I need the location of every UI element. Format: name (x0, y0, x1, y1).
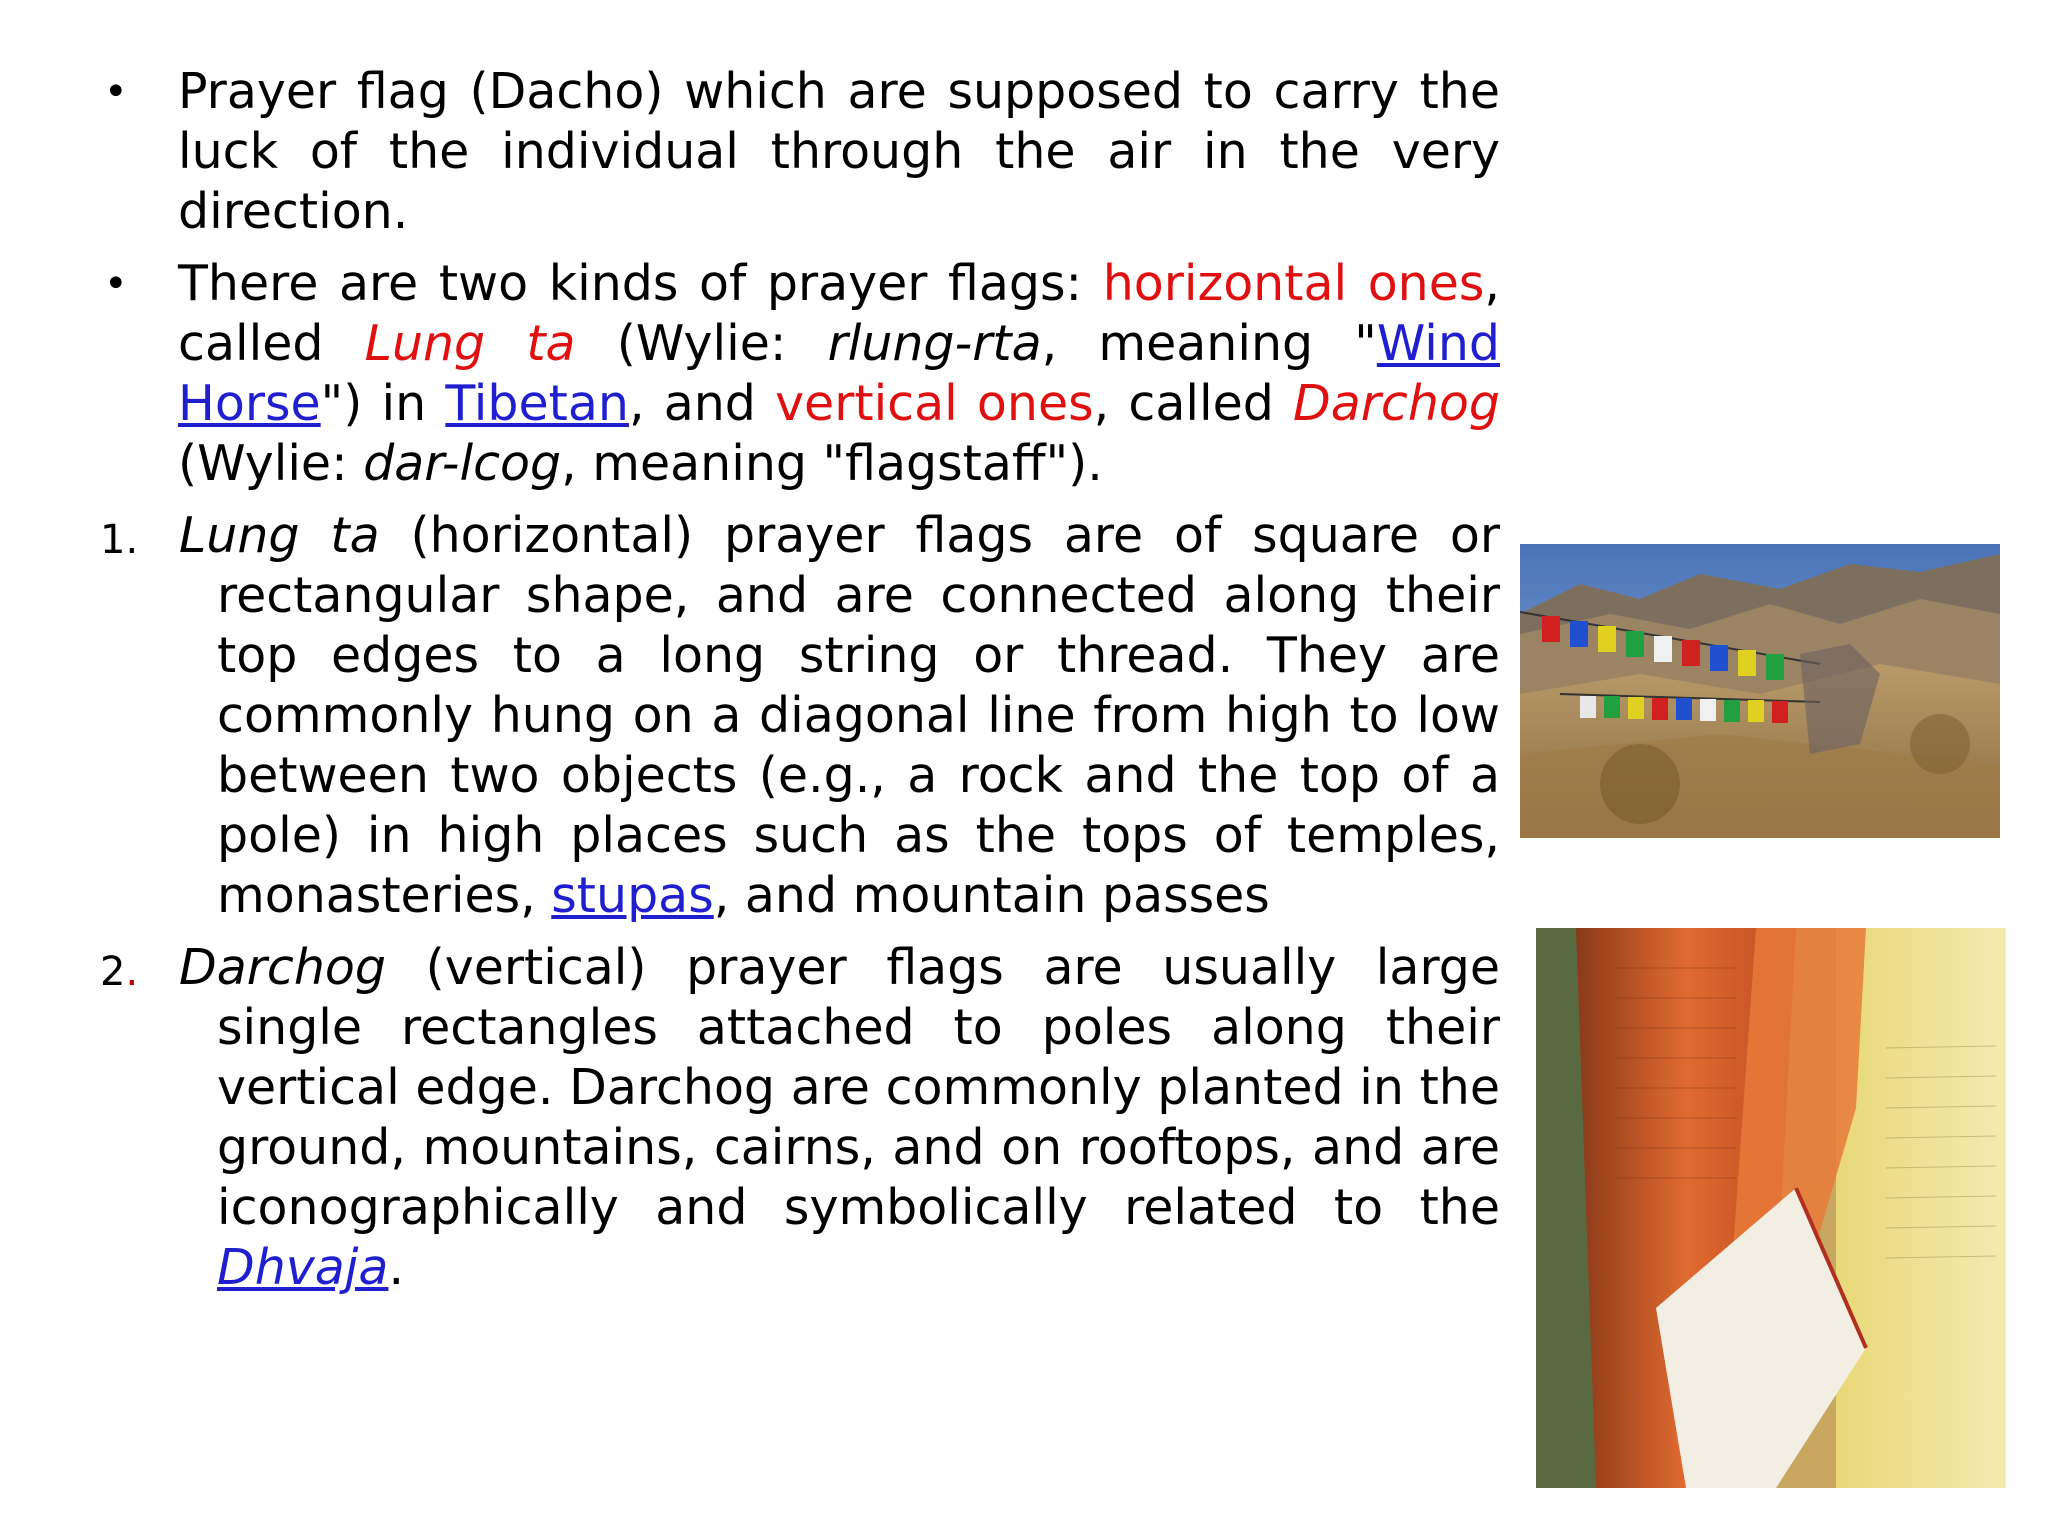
term-darchog: Darchog (179, 939, 386, 996)
numbered-item-darchog (96, 938, 1500, 1298)
bullet-marker: • (104, 69, 128, 115)
link-tibetan[interactable]: Tibetan (445, 375, 629, 432)
highlight-darchog: Darchog (1293, 375, 1501, 432)
text-run: , called (1093, 375, 1294, 432)
text-run: , meaning "flagstaff"). (561, 435, 1103, 492)
link-wind-horse[interactable]: Wind Horse (178, 315, 1500, 432)
text-run: , and mountain passes (713, 867, 1270, 924)
bullet-item-dacho (96, 62, 1500, 242)
highlight-horizontal-ones: horizontal ones (1102, 255, 1485, 312)
text-run: There are two kinds of prayer flags: (178, 255, 1103, 312)
number-marker: 2. (100, 949, 139, 995)
link-stupas[interactable]: stupas (551, 867, 714, 924)
term-rlung-rta: rlung-rta (827, 315, 1042, 372)
slide-body (96, 62, 1500, 1310)
text-run: (Wylie: (575, 315, 828, 372)
text-run: , meaning " (1041, 315, 1377, 372)
number-marker: 1. (100, 517, 139, 563)
horizontal-prayer-flags-photo (1520, 544, 2000, 838)
text-run: , called (178, 255, 1500, 372)
bullet-text: Prayer flag (Dacho) which are supposed to carry the luck of the individual through the air in the very direction. (178, 63, 1500, 240)
text-run: (Wylie: (178, 435, 364, 492)
text-run: , and (628, 375, 776, 432)
link-dhvaja[interactable]: Dhvaja (217, 1239, 389, 1296)
bullet-marker: • (104, 261, 128, 307)
text-run: (vertical) prayer flags are usually large single rectangles attached to poles along their vertical edge. Darchog are commonly planted in the ground, mountains, cairns, and on rooftops, and are iconographically and symbolically related to the (217, 939, 1500, 1236)
numbered-item-lung-ta (96, 506, 1500, 926)
term-dar-lcog: dar-lcog (363, 435, 562, 492)
text-run: . (388, 1239, 405, 1296)
highlight-lung-ta: Lung ta (364, 315, 576, 372)
text-run: ") in (320, 375, 446, 432)
vertical-prayer-flags-photo (1536, 928, 2006, 1488)
term-lung-ta: Lung ta (179, 507, 380, 564)
bullet-item-kinds (96, 254, 1500, 494)
highlight-vertical-ones: vertical ones (775, 375, 1094, 432)
text-run: (horizontal) prayer flags are of square or rectangular shape, and are connected along their top edges to a long string or thread. They are commonly hung on a diagonal line from high to low between two objects (e.g., a rock and the top of a pole) in high places such as the tops of temples, monasteries, (217, 507, 1500, 924)
